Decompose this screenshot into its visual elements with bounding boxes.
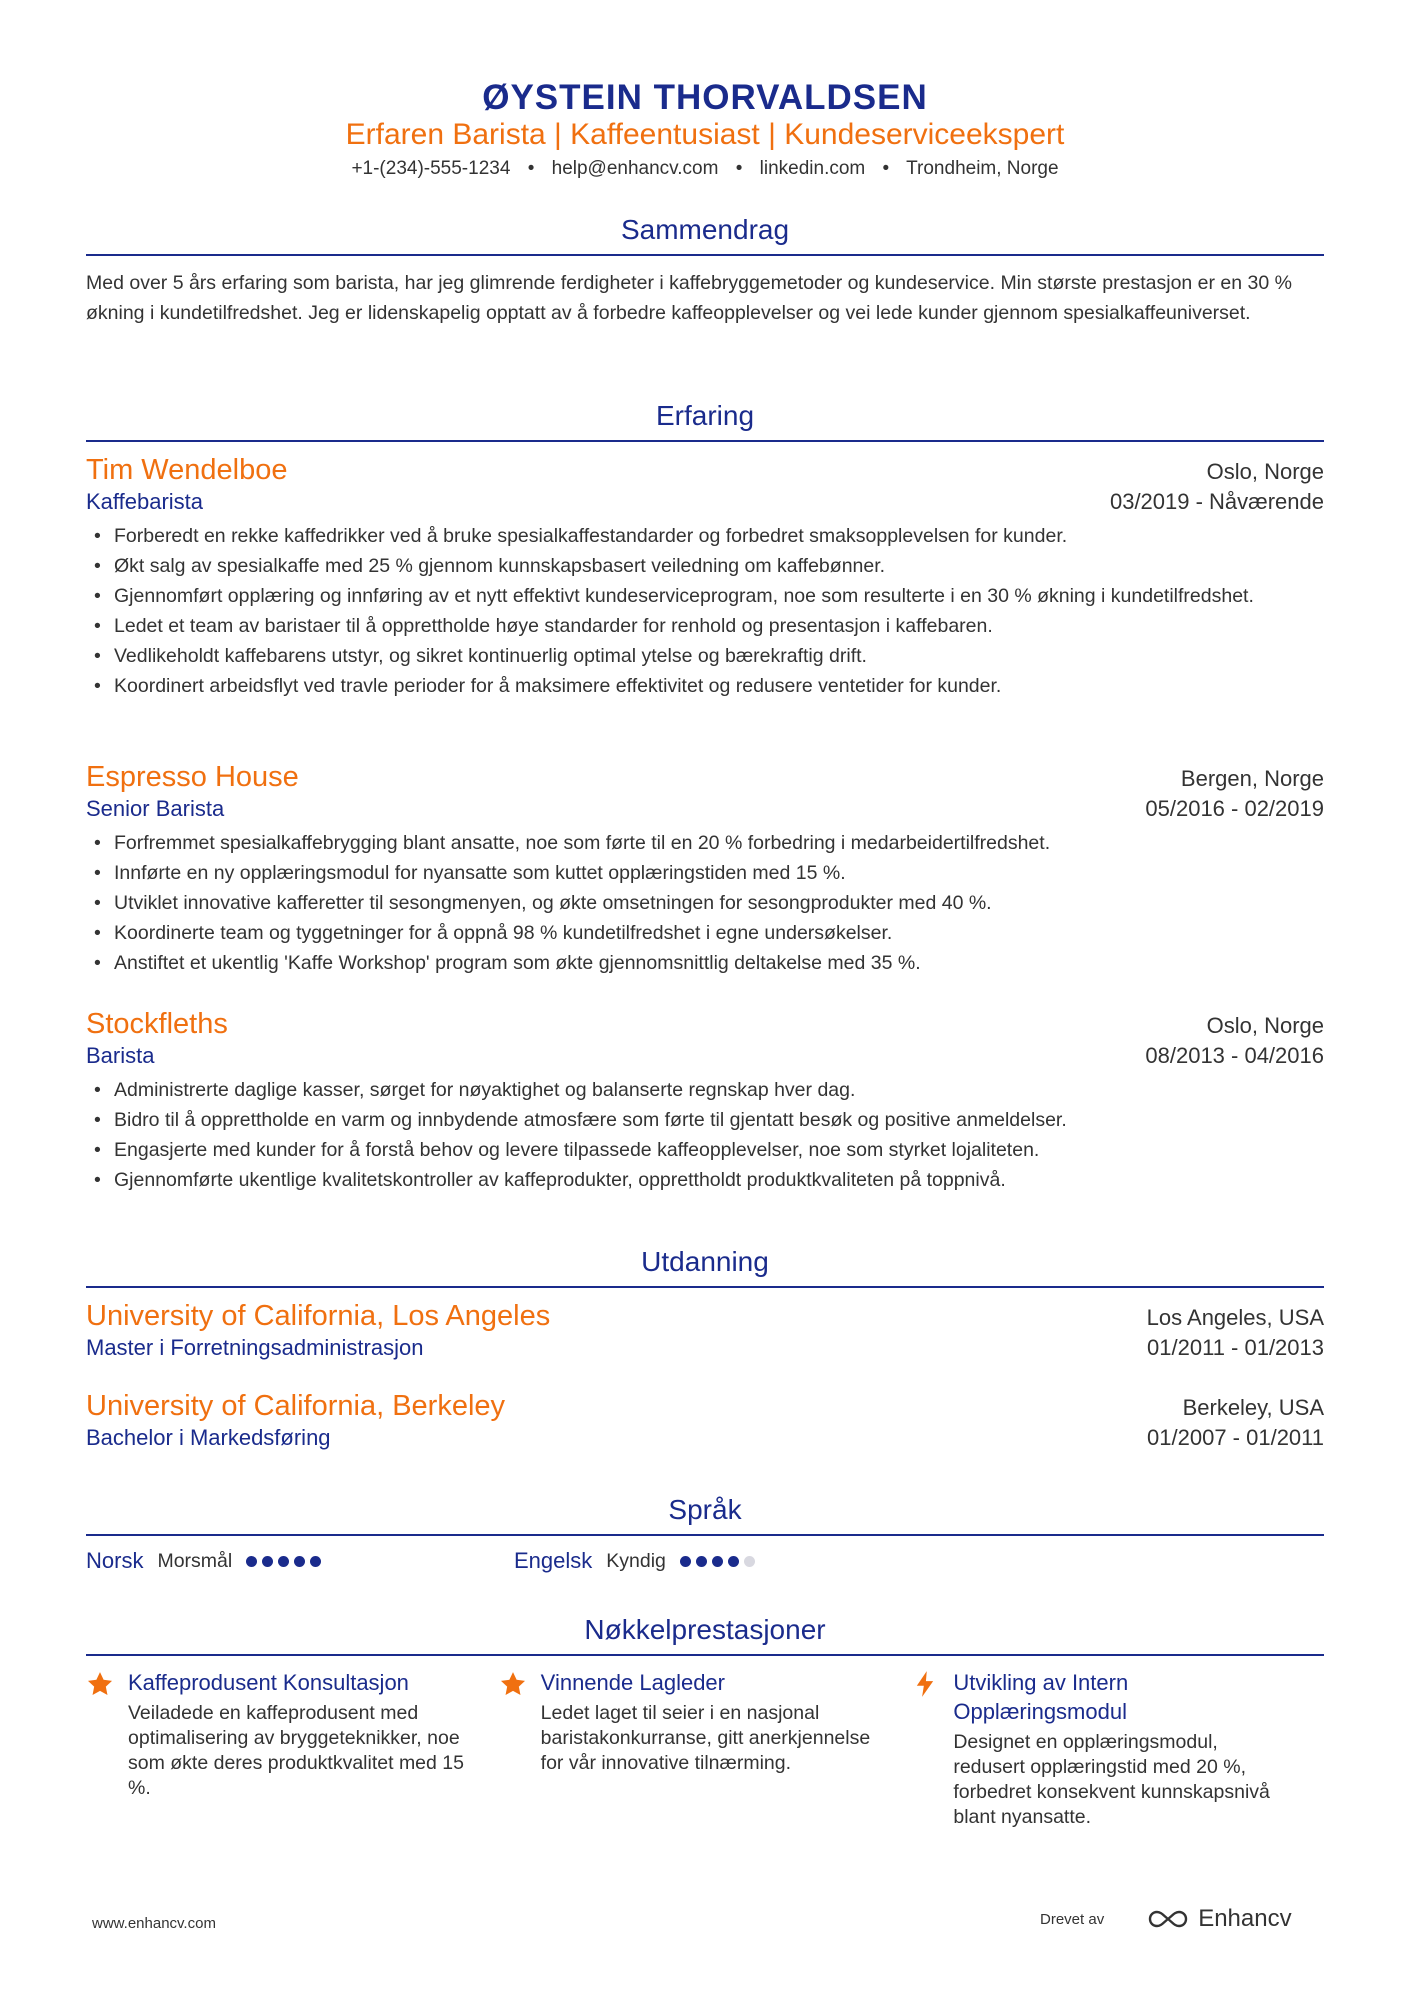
rating-dot	[728, 1556, 739, 1567]
achievement-description: Veiladede en kaffeprodusent med optimalisering av bryggeteknikker, noe som økte deres produktkvalitet med 15 %.	[128, 1702, 464, 1799]
section-title-languages: Språk	[86, 1494, 1324, 1536]
lightning-icon	[911, 1668, 953, 1830]
experience-entry	[86, 1008, 1324, 1195]
bullet-item: • Innførte en ny opplæringsmodul for nyansatte som kuttet opplæringstiden med 15 %.	[86, 858, 1324, 888]
bullet-item: • Forfremmet spesialkaffebrygging blant ansatte, noe som førte til en 20 % forbedring i medarbeidertilfredshet.	[86, 828, 1324, 858]
achievement-title: Utvikling av Intern Opplæringsmodul	[953, 1670, 1129, 1724]
job-title: Kaffebarista	[86, 489, 204, 514]
star-icon	[86, 1668, 128, 1830]
achievements-list	[86, 1668, 1324, 1830]
achievement-item	[499, 1668, 912, 1830]
job-title: Barista	[86, 1043, 155, 1068]
experience-entry	[86, 454, 1324, 701]
rating-dot	[680, 1556, 691, 1567]
section-title-experience: Erfaring	[86, 400, 1324, 442]
job-location: Oslo, Norge	[1206, 1013, 1324, 1038]
section-title-achievements: Nøkkelprestasjoner	[86, 1614, 1324, 1656]
rating-dot	[278, 1556, 289, 1567]
bullet-item: • Økt salg av spesialkaffe med 25 % gjennom kunnskapsbasert veiledning om kaffebønner.	[86, 551, 1324, 581]
achievement-title: Kaffeprodusent Konsultasjon	[128, 1670, 409, 1695]
linkedin-link[interactable]: linkedin.com	[759, 158, 866, 179]
education-entry	[86, 1390, 1324, 1451]
achievement-item	[911, 1668, 1324, 1830]
section-title-summary: Sammendrag	[86, 214, 1324, 256]
bullet-item: • Bidro til å opprettholde en varm og innbydende atmosfære som førte til gjentatt besøk og positive anmeldelser.	[86, 1105, 1324, 1135]
footer-branding	[1040, 1905, 1292, 1933]
brand-name: Enhancv	[1198, 1905, 1292, 1932]
bullet-item: • Engasjerte med kunder for å forstå behov og levere tilpassede kaffeopplevelser, noe som styrket lojaliteten.	[86, 1135, 1324, 1165]
job-dates: 03/2019 - Nåværende	[1109, 489, 1324, 514]
bullet-item: • Koordinerte team og tyggetninger for å oppnå 98 % kundetilfredshet i egne undersøkelser.	[86, 918, 1324, 948]
summary-text: Med over 5 års erfaring som barista, har jeg glimrende ferdigheter i kaffebryggemetoder og kundeservice. Min største prestasjon er en 30 % økning i kundetilfredshet. Jeg er lidenskapelig opptatt av å forbedre kaffeopplevelser og vei lede kunder gjennom spesialkaffeuniverset.	[86, 272, 1292, 324]
language-rating	[246, 1556, 321, 1567]
school-location: Berkeley, USA	[1182, 1395, 1324, 1420]
footer-website-link[interactable]: www.enhancv.com	[92, 1915, 216, 1932]
job-bullets	[86, 1075, 1324, 1195]
language-name: Norsk	[86, 1548, 144, 1573]
education-dates: 01/2007 - 01/2011	[1147, 1425, 1324, 1450]
rating-dot	[294, 1556, 305, 1567]
degree: Master i Forretningsadministrasjon	[86, 1335, 424, 1360]
contact-line	[0, 158, 1410, 180]
achievement-description: Ledet laget til seier i en nasjonal baristakonkurranse, gitt anerkjennelse for vår innovative tilnærming.	[540, 1702, 871, 1774]
language-item	[514, 1548, 942, 1574]
school-location: Los Angeles, USA	[1146, 1305, 1324, 1330]
experience-entry	[86, 761, 1324, 978]
bullet-item: • Gjennomførte ukentlige kvalitetskontroller av kaffeprodukter, opprettholdt produktkvaliteten på toppnivå.	[86, 1165, 1324, 1195]
achievement-title: Vinnende Lagleder	[540, 1670, 725, 1695]
job-bullets	[86, 828, 1324, 978]
bullet-item: • Ledet et team av baristaer til å opprettholde høye standarder for renhold og presentasjon i kaffebaren.	[86, 611, 1324, 641]
bullet-item: • Administrerte daglige kasser, sørget for nøyaktighet og balanserte regnskap hver dag.	[86, 1075, 1324, 1105]
job-bullets	[86, 521, 1324, 701]
job-location: Bergen, Norge	[1180, 766, 1324, 791]
bullet-item: • Anstiftet et ukentlig 'Kaffe Workshop' program som økte gjennomsnittlig deltakelse med 35 %.	[86, 948, 1324, 978]
education-entry	[86, 1300, 1324, 1361]
rating-dot	[696, 1556, 707, 1567]
achievement-description: Designet en opplæringsmodul, redusert opplæringstid med 20 %, forbedret konsekvent kunnskapsnivå blant nyansatte.	[953, 1731, 1270, 1828]
powered-by-label: Drevet av	[1040, 1910, 1105, 1928]
bullet-item: • Gjennomført opplæring og innføring av et nytt effektivt kundeserviceprogram, noe som resulterte i en 30 % økning i kundetilfredshet.	[86, 581, 1324, 611]
degree: Bachelor i Markedsføring	[86, 1425, 331, 1450]
bullet-item: • Koordinert arbeidsflyt ved travle perioder for å maksimere effektivitet og redusere ventetider for kunder.	[86, 671, 1324, 701]
languages-list	[86, 1548, 1324, 1574]
rating-dot	[310, 1556, 321, 1567]
section-title-education: Utdanning	[86, 1246, 1324, 1288]
enhancv-logo-icon	[1146, 1907, 1190, 1931]
language-level: Kyndig	[606, 1549, 666, 1572]
location: Trondheim, Norge	[906, 158, 1059, 179]
company-name: Tim Wendelboe	[86, 454, 288, 486]
bullet-item: • Forberedt en rekke kaffedrikker ved å bruke spesialkaffestandarder og forbedret smaksopplevelsen for kunder.	[86, 521, 1324, 551]
education-dates: 01/2011 - 01/2013	[1147, 1335, 1324, 1360]
job-dates: 05/2016 - 02/2019	[1145, 796, 1324, 821]
separator: •	[882, 158, 890, 179]
language-rating	[680, 1556, 755, 1567]
candidate-name: ØYSTEIN THORVALDSEN	[482, 78, 928, 117]
brand-logo[interactable]	[1146, 1905, 1291, 1933]
email-link[interactable]: help@enhancv.com	[551, 158, 719, 179]
job-dates: 08/2013 - 04/2016	[1145, 1043, 1324, 1068]
phone: +1-(234)-555-1234	[351, 158, 511, 179]
rating-dot	[744, 1556, 755, 1567]
language-item	[86, 1548, 514, 1574]
language-name: Engelsk	[514, 1548, 593, 1573]
school-name: University of California, Los Angeles	[86, 1300, 551, 1332]
rating-dot	[262, 1556, 273, 1567]
bullet-item: • Utviklet innovative kafferetter til sesongmenyen, og økte omsetningen for sesongprodukter med 40 %.	[86, 888, 1324, 918]
job-title: Senior Barista	[86, 796, 225, 821]
company-name: Espresso House	[86, 761, 299, 793]
job-location: Oslo, Norge	[1206, 459, 1324, 484]
candidate-tagline: Erfaren Barista | Kaffeentusiast | Kundeserviceekspert	[345, 118, 1065, 151]
company-name: Stockfleths	[86, 1008, 228, 1040]
separator: •	[735, 158, 743, 179]
star-icon	[499, 1668, 541, 1830]
rating-dot	[246, 1556, 257, 1567]
language-level: Morsmål	[157, 1549, 233, 1572]
bullet-item: • Vedlikeholdt kaffebarens utstyr, og sikret kontinuerlig optimal ytelse og bærekraftig drift.	[86, 641, 1324, 671]
separator: •	[527, 158, 535, 179]
school-name: University of California, Berkeley	[86, 1390, 506, 1422]
rating-dot	[712, 1556, 723, 1567]
achievement-item	[86, 1668, 499, 1830]
